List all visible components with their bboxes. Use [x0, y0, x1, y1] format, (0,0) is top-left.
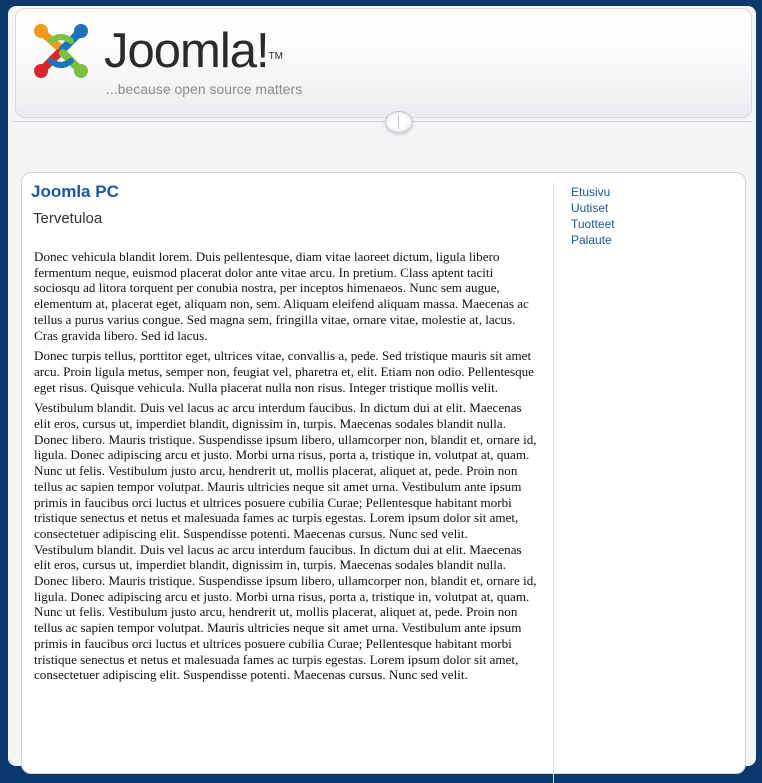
menu-item-etusivu[interactable]: Etusivu	[571, 185, 611, 199]
trademark: TM	[268, 51, 284, 62]
tagline: ...because open source matters	[106, 81, 303, 97]
joomla-logo-icon[interactable]	[29, 19, 93, 83]
article-body	[34, 249, 538, 683]
article-paragraph: Vestibulum blandit. Duis vel lacus ac arcu interdum faucibus. In dictum dui at elit. Maecenas elit eros, cursus ut, imperdiet blandit, dignissim in, turpis. Maecenas sodales blandit nulla. Donec libero. Mauris tristique. Suspendisse ipsum libero, ullamcorper non, blandit et, ornare id, ligula. Donec adipiscing arcu et justo. Morbi urna risus, porta a, tristique in, volutpat at, quam. Nunc ut felis. Vestibulum justo arcu, hendrerit ut, mollis placerat, aliquet at, pede. Proin non tellus ac sapien tempor volutpat. Mauris ultricies neque sit amet urna. Vestibulum ante ipsum primis in faucibus orci luctus et ultrices posuere cubilia Curae; Pellentesque habitant morbi tristique senectus et netus et malesuada fames ac turpis egestas. Lorem ipsum dolor sit amet, consectetuer adipiscing elit. Suspendisse potenti. Maecenas cursus. Nunc sed velit.	[34, 541, 537, 683]
logo-wordmark[interactable]	[104, 25, 283, 77]
main-column	[31, 182, 538, 688]
site-header	[15, 8, 752, 118]
article-paragraph: Vestibulum blandit. Duis vel lacus ac arcu interdum faucibus. In dictum dui at elit. Maecenas elit eros, cursus ut, imperdiet blandit, dignissim in, turpis. Maecenas sodales blandit nulla. Donec libero. Mauris tristique. Suspendisse ipsum libero, ullamcorper non, blandit et, ornare id, ligula. Donec adipiscing arcu et justo. Morbi urna risus, porta a, tristique in, volutpat at, quam. Nunc ut felis. Vestibulum justo arcu, hendrerit ut, mollis placerat, aliquet at, pede. Proin non tellus ac sapien tempor volutpat. Mauris ultricies neque sit amet urna. Vestibulum ante ipsum primis in faucibus orci luctus et ultrices posuere cubilia Curae; Pellentesque habitant morbi tristique senectus et netus et malesuada fames ac turpis egestas. Lorem ipsum dolor sit amet, consectetuer adipiscing elit. Suspendisse potenti. Maecenas cursus. Nunc sed velit.	[34, 400, 537, 541]
logo-wordmark-text: Joomla!	[104, 24, 269, 78]
page-frame	[8, 6, 756, 766]
menu-item-palaute[interactable]: Palaute	[571, 233, 612, 247]
article-paragraph: Donec turpis tellus, porttitor eget, ultrices vitae, convallis a, pede. Sed tristique mauris sit amet arcu. Proin ligula metus, semper non, feugiat vel, pharetra et, elit. Etiam non odio. Pellentesque eget risus. Quisque vehicula. Nulla placerat nulla non risus. Integer tristique mollis velit.	[34, 348, 534, 395]
page-subtitle: Tervetuloa	[33, 210, 103, 227]
content-panel	[21, 172, 746, 774]
article-paragraph: Donec vehicula blandit lorem. Duis pellentesque, diam vitae laoreet dictum, ligula libero fermentum neque, euismod placerat dolor ante vitae arcu. In pretium. Class aptent taciti sociosqu ad litora torquent per conubia nostra, per inceptos himenaeos. Nunc sem augue, elementum at, placerat eget, aliquam non, sem. Aliquam eleifend aliquam massa. Maecenas ac tellus a purus varius congue. Sed magna sem, fringilla vitae, ornare vitae, molestie at, lacus. Cras gravida libero. Sed id lacus.	[34, 249, 529, 343]
menu-item-tuotteet[interactable]: Tuotteet	[571, 217, 615, 231]
header-divider	[12, 121, 752, 122]
main-menu	[571, 184, 615, 248]
menu-item-uutiset[interactable]: Uutiset	[571, 201, 609, 215]
column-divider	[553, 183, 554, 783]
site-title[interactable]: Joomla PC	[31, 182, 119, 201]
splitter-knob-icon[interactable]	[385, 111, 413, 133]
